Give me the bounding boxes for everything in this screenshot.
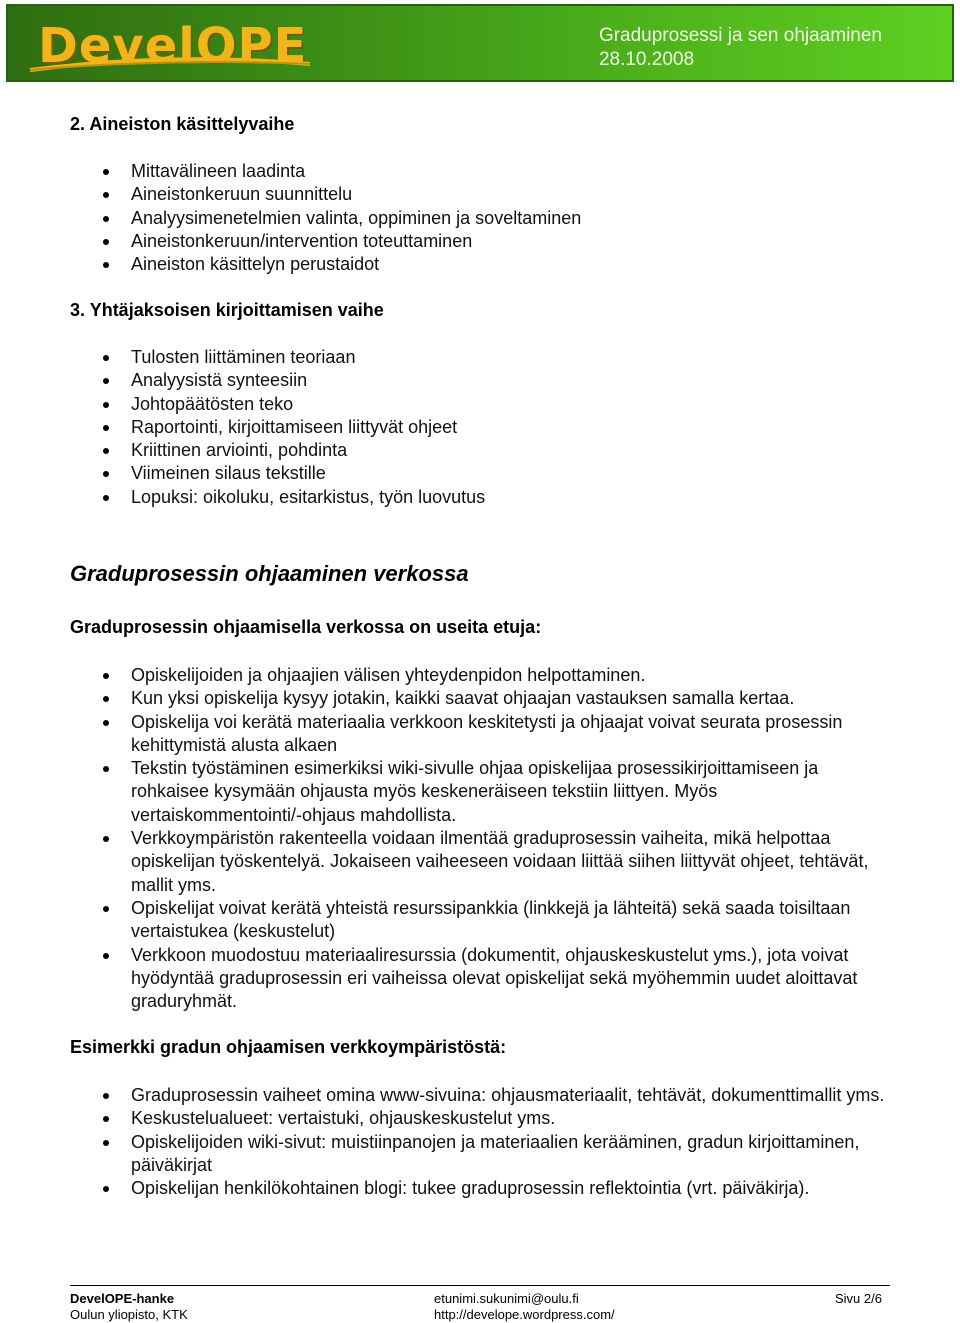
logo-swoosh-icon [20,54,320,76]
phase2-list [70,160,890,276]
list-item-text: Opiskelijoiden wiki-sivut: muistiinpanojen ja materiaalien kerääminen, gradun kirjoittaminen, päiväkirjat [131,1131,860,1175]
list-item [70,711,890,758]
phase3-heading: 3. Yhtäjaksoisen kirjoittamisen vaihe [70,300,384,320]
list-item [70,369,890,392]
bullet-icon [103,425,109,431]
list-item-text: Opiskelija voi kerätä materiaalia verkkoon keskitetysti ja ohjaajat voivat seurata prosessin kehittymistä alusta alkaen [131,711,843,755]
phase2-heading: 2. Aineiston käsittelyvaihe [70,114,295,134]
bullet-icon [103,262,109,268]
list-item-text: Viimeinen silaus tekstille [131,463,326,484]
online-section-title: Graduprosessin ohjaaminen verkossa [70,561,469,586]
list-item [70,439,890,462]
list-item [70,897,890,944]
bullet-icon [103,953,109,959]
bullet-icon [103,766,109,772]
list-item-text: Opiskelijat voivat kerätä yhteistä resurssipankkia (linkkejä ja lähteitä) sekä saada toisiltaan vertaistukea (keskustelut) [131,897,851,942]
footer-middle [434,1291,615,1323]
list-item [70,183,890,206]
examples-subtitle: Esimerkki gradun ohjaamisen verkkoympäristöstä: [70,1037,507,1057]
list-item [70,346,890,369]
list-item [70,1177,890,1200]
list-item-text: Opiskelijoiden ja ohjaajien välisen yhteydenpidon helpottaminen. [131,665,646,685]
bullet-icon [103,836,109,842]
list-item [70,944,890,1014]
bullet-icon [103,192,109,198]
bullet-icon [103,216,109,222]
footer-email[interactable]: etunimi.sukunimi@oulu.fi [434,1291,579,1306]
list-item [70,207,890,230]
examples-list [70,1084,890,1200]
page-header [6,4,954,82]
phase3-list [70,346,890,509]
footer-left [70,1291,188,1323]
list-item [70,253,890,276]
footer-university: Oulun yliopisto, KTK [70,1307,188,1322]
footer-divider [70,1285,890,1286]
logo-text: DevelOPE [38,18,308,74]
bullet-icon [103,495,109,501]
list-item [70,393,890,416]
list-item-text: Tekstin työstäminen esimerkiksi wiki-sivulle ohjaa opiskelijaa prosessikirjoittamiseen ja rohkaisee kysymään ohjausta myös keskeneräiseen tekstiin liittyen. Myös vertaiskommentointi/-ohjaus mahdollista. [131,758,819,825]
list-item-text: Analyysistä synteesiin [131,370,308,391]
footer-org: DevelOPE-hanke [70,1291,175,1306]
list-item-text: Mittavälineen laadinta [131,161,306,181]
bullet-icon [103,448,109,454]
list-item [70,1131,890,1178]
list-item [70,687,890,710]
bullet-icon [103,906,109,912]
footer-page: Sivu 2/6 [835,1291,882,1306]
list-item-text: Aineistonkeruun suunnittelu [131,184,353,205]
list-item-text: Tulosten liittäminen teoriaan [131,347,356,367]
document-date: 28.10.2008 [598,49,695,70]
bullet-icon [103,239,109,245]
bullet-icon [103,355,109,361]
bullet-icon [103,169,109,175]
list-item-text: Verkkoon muodostuu materiaaliresurssia (dokumentit, ohjauskeskustelut yms.), jota voivat hyödyntää graduprosessin eri vaiheissa olevat opiskelijat sekä myöhemmin uudet aloittavat graduryhmät. [131,944,858,1012]
document-title: Graduprosessi ja sen ohjaaminen [598,25,882,46]
list-item-text: Kriittinen arviointi, pohdinta [131,440,348,461]
bullet-icon [103,471,109,477]
list-item [70,160,890,183]
bullet-icon [103,1140,109,1146]
list-item-text: Opiskelijan henkilökohtainen blogi: tukee graduprosessin reflektointia (vrt. päiväkirja). [131,1178,810,1199]
bullet-icon [103,720,109,726]
bullet-icon [103,378,109,384]
list-item-text: Keskustelualueet: vertaistuki, ohjauskeskustelut yms. [131,1108,556,1129]
list-item [70,664,890,687]
header-info [599,24,882,72]
footer-url[interactable]: http://develope.wordpress.com/ [434,1307,615,1322]
list-item [70,827,890,897]
list-item [70,462,890,485]
online-benefits-list [70,664,890,1013]
bullet-icon [103,696,109,702]
list-item-text: Verkkoympäristön rakenteella voidaan ilmentää graduprosessin vaiheita, mikä helpottaa opiskelijan työskentelyä. Jokaiseen vaiheeseen voidaan liittää siihen liittyvät ohjeet, tehtävät, mallit yms. [131,828,869,895]
list-item-text: Lopuksi: oikoluku, esitarkistus, työn luovutus [131,486,486,507]
bullet-icon [103,402,109,408]
online-subtitle: Graduprosessin ohjaamisella verkossa on useita etuja: [70,617,542,637]
bullet-icon [103,1116,109,1122]
list-item [70,230,890,253]
list-item [70,757,890,827]
list-item [70,416,890,439]
list-item-text: Kun yksi opiskelija kysyy jotakin, kaikki saavat ohjaajan vastauksen samalla kertaa. [131,688,795,709]
list-item [70,1084,890,1107]
bullet-icon [103,1186,109,1192]
bullet-icon [103,1093,109,1099]
develope-logo [20,12,320,76]
list-item-text: Johtopäätösten teko [131,393,294,414]
bullet-icon [103,673,109,679]
list-item-text: Analyysimenetelmien valinta, oppiminen ja soveltaminen [131,207,582,228]
list-item-text: Aineiston käsittelyn perustaidot [131,254,380,275]
list-item-text: Graduprosessin vaiheet omina www-sivuina: ohjausmateriaalit, tehtävät, dokumenttimallit yms. [131,1085,885,1105]
list-item [70,1107,890,1130]
list-item [70,486,890,509]
list-item-text: Raportointi, kirjoittamiseen liittyvät ohjeet [131,416,458,437]
list-item-text: Aineistonkeruun/intervention toteuttaminen [131,230,473,251]
